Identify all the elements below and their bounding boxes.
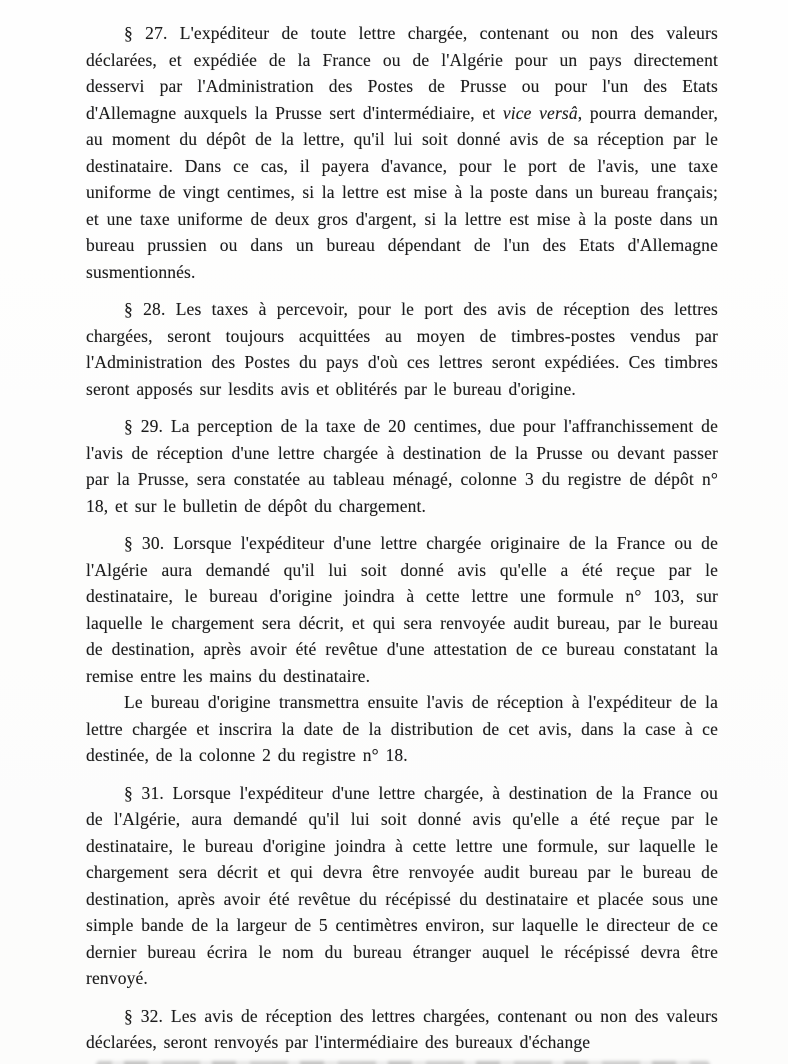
text-block: [86, 20, 718, 1064]
paragraph-section-31: [86, 780, 718, 992]
page-edge-scan-artifact: [96, 1061, 710, 1064]
paragraph-section-32: [86, 1003, 718, 1056]
text-run: Le bureau d'origine transmettra ensuite l'avis de réception à l'expéditeur de la lettre chargée et inscrira la date de la distribution de cet avis, dans la case à ce destinée, de la colonne 2 du registre n° 18.: [86, 692, 718, 765]
paragraph-section-27: [86, 20, 718, 285]
italic-phrase: vice versâ: [502, 102, 578, 123]
text-run: § 29. La perception de la taxe de 20 centimes, due pour l'affranchissement de l'avis de réception d'une lettre chargée à destination de la Prusse ou devant passer par la Prusse, sera constatée au tableau ménagé, colonne 3 du registre de dépôt n° 18, et sur le bulletin de dépôt du chargement.: [86, 416, 718, 516]
paragraph-section-30-continuation: [86, 689, 718, 769]
text-run: , pourra demander, au moment du dépôt de la lettre, qu'il lui soit donné avis de sa réception par le destinataire. Dans ce cas, il payera d'avance, pour le port de l'avis, une taxe uniforme de vingt centimes, si la lettre est mise à la poste dans un bureau français; et une taxe uniforme de deux gros d'argent, si la lettre est mise à la poste dans un bureau prussien ou dans un bureau dépendant de l'un des Etats d'Allemagne susmentionnés.: [86, 102, 718, 282]
paragraph-section-28: [86, 296, 718, 402]
paragraph-section-30: [86, 530, 718, 689]
text-run: § 27. L'expéditeur de toute lettre chargée, contenant ou non des valeurs déclarées, et expédiée de la France ou de l'Algérie pour un pays directement desservi par l'Administration des Postes de Prusse ou pour l'un des Etats d'Allemagne auxquels la Prusse sert d'intermédiaire, et: [86, 23, 718, 123]
text-run: § 31. Lorsque l'expéditeur d'une lettre chargée, à destination de la France ou de l'Algérie, aura demandé qu'il lui soit donné avis qu'elle a été reçue par le destinataire, le bureau d'origine joindra à cette lettre une formule, sur laquelle le chargement sera décrit et qui devra être renvoyée audit bureau par le bureau de destination, après avoir été revêtue du récépissé du destinataire et placée sous une simple bande de la largeur de 5 centimètres environ, sur laquelle le directeur de ce dernier bureau écrira le nom du bureau étranger auquel le récépissé devra être renvoyé.: [86, 782, 718, 988]
text-run: § 30. Lorsque l'expéditeur d'une lettre chargée originaire de la France ou de l'Algérie aura demandé qu'il lui soit donné avis qu'elle a été reçue par le destinataire, le bureau d'origine joindra à cette lettre une formule n° 103, sur laquelle le chargement sera décrit, et qui sera renvoyée audit bureau, par le bureau de destination, après avoir été revêtue d'une attestation de ce bureau constatant la remise entre les mains du destinataire.: [86, 533, 718, 686]
text-run: § 32. Les avis de réception des lettres chargées, contenant ou non des valeurs déclarées, seront renvoyés par l'intermédiaire des bureaux d'échange: [86, 1005, 718, 1052]
text-run: § 28. Les taxes à percevoir, pour le port des avis de réception des lettres chargées, seront toujours acquittées au moyen de timbres-postes vendus par l'Administration des Postes du pays d'où ces lettres seront expédiées. Ces timbres seront apposés sur lesdits avis et oblitérés par le bureau d'origine.: [86, 299, 718, 399]
paragraph-section-29: [86, 413, 718, 519]
